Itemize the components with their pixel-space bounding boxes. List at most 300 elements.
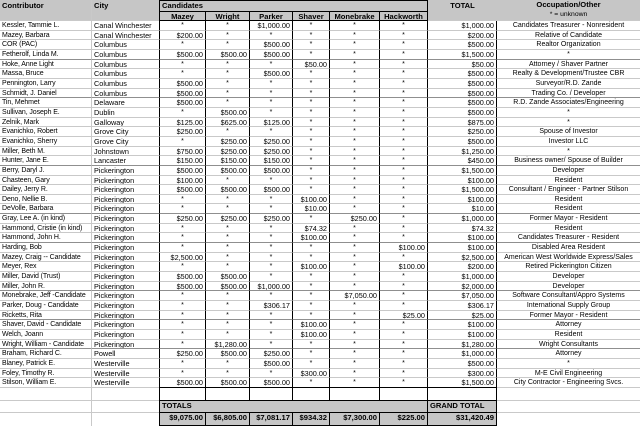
amount-cell[interactable]: * [380,89,428,99]
amount-cell[interactable]: * [206,176,250,186]
amount-cell[interactable]: * [250,291,293,301]
candidate-column-header[interactable]: Monebrake [330,11,380,21]
amount-cell[interactable]: * [380,214,428,224]
total-cell[interactable]: $100.00 [428,195,497,205]
contributor-cell[interactable]: Fetherolf, Linda M. [0,50,92,60]
occupation-cell[interactable]: Investor LLC [497,137,640,147]
total-cell[interactable]: $500.00 [428,108,497,118]
occupation-cell[interactable]: Business owner/ Spouse of Builder [497,156,640,166]
contributor-cell[interactable]: Tin, Mehmet [0,98,92,108]
amount-cell[interactable]: * [380,108,428,118]
contributor-cell[interactable]: Stilson, William E. [0,378,92,388]
amount-cell[interactable]: * [159,243,206,253]
grand-total-label[interactable]: GRAND TOTAL [428,401,497,414]
empty-cell[interactable] [428,388,497,401]
city-cell[interactable]: Columbus [92,50,159,60]
contributor-cell[interactable]: Evanichko, Sherry [0,137,92,147]
occupation-cell[interactable]: Resident [497,204,640,214]
contributor-cell[interactable]: Miller, John R. [0,282,92,292]
occupation-cell[interactable]: Resident [497,224,640,234]
amount-cell[interactable]: * [250,176,293,186]
column-total-cell[interactable]: $7,081.17 [250,413,293,426]
column-total-cell[interactable]: $225.00 [380,413,428,426]
amount-cell[interactable]: $100.00 [293,320,330,330]
amount-cell[interactable]: $750.00 [159,147,206,157]
amount-cell[interactable]: * [380,349,428,359]
total-cell[interactable]: $100.00 [428,176,497,186]
city-cell[interactable]: Pickerington [92,291,159,301]
amount-cell[interactable]: * [206,359,250,369]
amount-cell[interactable]: * [159,301,206,311]
amount-cell[interactable]: $500.00 [206,349,250,359]
amount-cell[interactable]: $150.00 [159,156,206,166]
occupation-cell[interactable]: Resident [497,195,640,205]
amount-cell[interactable]: $100.00 [293,330,330,340]
city-cell[interactable]: Pickerington [92,340,159,350]
total-cell[interactable]: $1,500.00 [428,185,497,195]
contributor-cell[interactable]: Shaver, David - Candidate [0,320,92,330]
amount-cell[interactable]: $500.00 [206,272,250,282]
amount-cell[interactable]: $250.00 [206,147,250,157]
total-cell[interactable]: $500.00 [428,137,497,147]
total-cell[interactable]: $100.00 [428,330,497,340]
city-cell[interactable]: Columbus [92,69,159,79]
city-cell[interactable]: Grove City [92,137,159,147]
amount-cell[interactable]: * [250,204,293,214]
occupation-cell[interactable]: Former Mayor - Resident [497,311,640,321]
contributor-cell[interactable]: Kessler, Tammie L. [0,21,92,31]
total-cell[interactable]: $25.00 [428,311,497,321]
amount-cell[interactable]: $500.00 [206,108,250,118]
city-cell[interactable]: Columbus [92,79,159,89]
amount-cell[interactable]: * [159,330,206,340]
contributor-cell[interactable]: Foley, Timothy R. [0,369,92,379]
amount-cell[interactable]: $7,050.00 [330,291,380,301]
amount-cell[interactable]: * [330,359,380,369]
occupation-cell[interactable]: Consultant / Engineer - Partner Stilson [497,185,640,195]
amount-cell[interactable]: * [159,21,206,31]
amount-cell[interactable]: * [159,224,206,234]
total-cell[interactable]: $100.00 [428,233,497,243]
amount-cell[interactable]: $50.00 [293,60,330,70]
amount-cell[interactable]: * [380,118,428,128]
amount-cell[interactable]: * [330,369,380,379]
total-header[interactable]: TOTAL [428,0,497,21]
amount-cell[interactable]: $500.00 [250,50,293,60]
city-cell[interactable]: Pickerington [92,224,159,234]
total-cell[interactable]: $1,000.00 [428,272,497,282]
amount-cell[interactable]: * [206,320,250,330]
amount-cell[interactable]: * [330,50,380,60]
contributor-cell[interactable]: Parker, Doug - Candidate [0,301,92,311]
amount-cell[interactable]: * [250,243,293,253]
amount-cell[interactable]: * [206,262,250,272]
amount-cell[interactable]: * [293,50,330,60]
amount-cell[interactable]: * [380,291,428,301]
amount-cell[interactable]: * [330,147,380,157]
amount-cell[interactable]: * [330,118,380,128]
amount-cell[interactable]: * [380,330,428,340]
amount-cell[interactable]: * [330,311,380,321]
occupation-cell[interactable]: M-E Civil Engineering [497,369,640,379]
contributor-cell[interactable]: Berry, Daryl J. [0,166,92,176]
amount-cell[interactable]: * [250,79,293,89]
contributor-cell[interactable]: Hunter, Jane E. [0,156,92,166]
amount-cell[interactable]: $250.00 [250,214,293,224]
amount-cell[interactable]: * [250,330,293,340]
city-cell[interactable]: Canal Winchester [92,31,159,41]
amount-cell[interactable]: $2,500.00 [159,253,206,263]
city-cell[interactable]: Westerville [92,378,159,388]
amount-cell[interactable]: * [159,137,206,147]
amount-cell[interactable]: * [330,224,380,234]
total-cell[interactable]: $1,000.00 [428,214,497,224]
amount-cell[interactable]: * [293,282,330,292]
amount-cell[interactable]: $100.00 [380,243,428,253]
contributor-cell[interactable]: Chasteen, Gary [0,176,92,186]
amount-cell[interactable]: * [380,185,428,195]
contributor-cell[interactable]: Wright, William - Candidate [0,340,92,350]
occupation-cell[interactable]: * [497,147,640,157]
amount-cell[interactable]: * [330,137,380,147]
amount-cell[interactable]: * [293,21,330,31]
amount-cell[interactable]: $250.00 [206,214,250,224]
occupation-cell[interactable]: Attorney [497,349,640,359]
total-cell[interactable]: $450.00 [428,156,497,166]
amount-cell[interactable]: $100.00 [159,176,206,186]
amount-cell[interactable]: * [250,340,293,350]
amount-cell[interactable]: * [330,60,380,70]
contributor-cell[interactable]: Harding, Bob [0,243,92,253]
contributor-cell[interactable]: Evanichko, Robert [0,127,92,137]
amount-cell[interactable]: * [330,282,380,292]
amount-cell[interactable]: * [380,369,428,379]
amount-cell[interactable]: * [380,31,428,41]
total-cell[interactable]: $500.00 [428,79,497,89]
amount-cell[interactable]: $500.00 [159,166,206,176]
amount-cell[interactable]: * [380,282,428,292]
amount-cell[interactable]: * [159,291,206,301]
empty-cell[interactable] [0,401,92,414]
amount-cell[interactable]: * [159,262,206,272]
amount-cell[interactable]: * [206,224,250,234]
total-cell[interactable]: $306.17 [428,301,497,311]
column-total-cell[interactable]: $9,075.00 [159,413,206,426]
city-cell[interactable]: Pickerington [92,272,159,282]
amount-cell[interactable]: * [380,378,428,388]
amount-cell[interactable]: * [159,69,206,79]
amount-cell[interactable]: * [293,108,330,118]
amount-cell[interactable]: * [330,69,380,79]
city-cell[interactable]: Powell [92,349,159,359]
city-cell[interactable]: Pickerington [92,301,159,311]
amount-cell[interactable]: * [159,340,206,350]
amount-cell[interactable]: $500.00 [159,185,206,195]
occupation-cell[interactable]: Wright Consultants [497,340,640,350]
amount-cell[interactable]: $500.00 [159,50,206,60]
amount-cell[interactable]: * [293,89,330,99]
empty-cell[interactable] [0,388,92,401]
amount-cell[interactable]: $500.00 [159,98,206,108]
amount-cell[interactable]: * [293,79,330,89]
empty-cell[interactable] [92,401,159,414]
total-cell[interactable]: $300.00 [428,369,497,379]
total-cell[interactable]: $10.00 [428,204,497,214]
occupation-cell[interactable]: Candidates Treasurer - Nonresident [497,21,640,31]
amount-cell[interactable]: * [330,349,380,359]
amount-cell[interactable]: * [380,320,428,330]
city-cell[interactable]: Pickerington [92,214,159,224]
contributor-cell[interactable]: Gray, Lee A. (in kind) [0,214,92,224]
contributor-cell[interactable]: Monebrake, Jeff -Candidate [0,291,92,301]
amount-cell[interactable]: * [330,330,380,340]
amount-cell[interactable]: * [380,233,428,243]
amount-cell[interactable]: * [250,369,293,379]
total-cell[interactable]: $1,500.00 [428,166,497,176]
amount-cell[interactable]: * [206,79,250,89]
amount-cell[interactable]: * [293,378,330,388]
amount-cell[interactable]: * [293,176,330,186]
amount-cell[interactable]: * [380,224,428,234]
amount-cell[interactable]: * [380,147,428,157]
amount-cell[interactable]: $500.00 [250,40,293,50]
occupation-cell[interactable]: City Contractor - Engineering Svcs. [497,378,640,388]
amount-cell[interactable]: $500.00 [250,166,293,176]
amount-cell[interactable]: $500.00 [206,282,250,292]
amount-cell[interactable]: * [250,60,293,70]
total-cell[interactable]: $1,000.00 [428,21,497,31]
amount-cell[interactable]: * [380,137,428,147]
total-cell[interactable]: $100.00 [428,243,497,253]
total-cell[interactable]: $1,250.00 [428,147,497,157]
occupation-cell[interactable]: * [497,359,640,369]
city-cell[interactable]: Pickerington [92,282,159,292]
occupation-cell[interactable]: * [497,118,640,128]
city-cell[interactable]: Pickerington [92,204,159,214]
amount-cell[interactable]: * [293,214,330,224]
amount-cell[interactable]: * [380,40,428,50]
city-cell[interactable]: Pickerington [92,311,159,321]
amount-cell[interactable]: $306.17 [250,301,293,311]
occupation-cell[interactable]: Retired Pickerington Citizen [497,262,640,272]
amount-cell[interactable]: * [206,253,250,263]
amount-cell[interactable]: $250.00 [250,137,293,147]
amount-cell[interactable]: * [293,243,330,253]
amount-cell[interactable]: $250.00 [330,214,380,224]
amount-cell[interactable]: * [293,253,330,263]
amount-cell[interactable]: * [293,311,330,321]
city-header[interactable]: City [92,0,159,21]
contributor-cell[interactable]: Schmidt, J. Daniel [0,89,92,99]
contributor-cell[interactable]: Braham, Richard C. [0,349,92,359]
amount-cell[interactable]: * [250,31,293,41]
contributor-cell[interactable]: Hammond, Cristie (in kind) [0,224,92,234]
contributor-cell[interactable]: Welch, Joann [0,330,92,340]
amount-cell[interactable]: * [206,40,250,50]
amount-cell[interactable]: * [293,40,330,50]
contributor-cell[interactable]: Pennington, Larry [0,79,92,89]
occupation-cell[interactable]: Relative of Candidate [497,31,640,41]
amount-cell[interactable]: * [293,349,330,359]
amount-cell[interactable]: $500.00 [159,89,206,99]
amount-cell[interactable]: * [159,359,206,369]
amount-cell[interactable]: $150.00 [250,156,293,166]
amount-cell[interactable]: * [330,156,380,166]
total-cell[interactable]: $200.00 [428,31,497,41]
candidates-header[interactable]: Candidates [159,0,428,11]
amount-cell[interactable]: $100.00 [293,195,330,205]
candidate-column-header[interactable]: Wright [206,11,250,21]
contributor-cell[interactable]: Dailey, Jerry R. [0,185,92,195]
amount-cell[interactable]: * [206,233,250,243]
amount-cell[interactable]: $200.00 [159,31,206,41]
city-cell[interactable]: Westerville [92,359,159,369]
amount-cell[interactable]: * [330,21,380,31]
contributor-cell[interactable]: Miller, David (Trust) [0,272,92,282]
amount-cell[interactable]: * [380,69,428,79]
total-cell[interactable]: $200.00 [428,262,497,272]
amount-cell[interactable]: * [380,127,428,137]
total-cell[interactable]: $250.00 [428,127,497,137]
amount-cell[interactable]: * [380,340,428,350]
amount-cell[interactable]: * [206,311,250,321]
grand-total-cell[interactable]: $31,420.49 [428,413,497,426]
amount-cell[interactable]: $250.00 [206,137,250,147]
city-cell[interactable]: Pickerington [92,195,159,205]
empty-cell[interactable] [0,413,92,426]
amount-cell[interactable]: * [380,60,428,70]
contributor-cell[interactable]: Blaney, Patrick E. [0,359,92,369]
city-cell[interactable]: Pickerington [92,185,159,195]
amount-cell[interactable]: * [206,98,250,108]
occupation-cell[interactable]: Trading Co. / Developer [497,89,640,99]
empty-cell[interactable] [497,388,640,401]
occupation-cell[interactable]: Software Consultant/Appro Systems [497,291,640,301]
empty-cell[interactable] [250,388,293,401]
amount-cell[interactable]: $125.00 [159,118,206,128]
city-cell[interactable]: Pickerington [92,330,159,340]
contributor-header[interactable]: Contributor [0,0,92,21]
contributor-cell[interactable]: DeVolle, Barbara [0,204,92,214]
city-cell[interactable]: Westerville [92,369,159,379]
city-cell[interactable]: Galloway [92,118,159,128]
amount-cell[interactable]: * [330,243,380,253]
amount-cell[interactable]: * [250,253,293,263]
amount-cell[interactable]: $500.00 [250,69,293,79]
occupation-cell[interactable]: * [497,50,640,60]
amount-cell[interactable]: * [330,204,380,214]
amount-cell[interactable]: $74.32 [293,224,330,234]
amount-cell[interactable]: * [293,291,330,301]
amount-cell[interactable]: * [206,369,250,379]
total-cell[interactable]: $500.00 [428,359,497,369]
city-cell[interactable]: Columbus [92,60,159,70]
amount-cell[interactable]: * [293,301,330,311]
occupation-cell[interactable]: Attorney [497,320,640,330]
column-total-cell[interactable]: $6,805.00 [206,413,250,426]
amount-cell[interactable]: $500.00 [250,185,293,195]
amount-cell[interactable]: * [330,40,380,50]
total-cell[interactable]: $100.00 [428,320,497,330]
total-cell[interactable]: $50.00 [428,60,497,70]
occupation-cell[interactable]: American West Worldwide Express/Sales [497,253,640,263]
amount-cell[interactable]: * [206,195,250,205]
occupation-cell[interactable]: Realtor Organization [497,40,640,50]
city-cell[interactable]: Columbus [92,89,159,99]
amount-cell[interactable]: $500.00 [206,166,250,176]
amount-cell[interactable]: * [206,301,250,311]
amount-cell[interactable]: * [293,185,330,195]
amount-cell[interactable]: * [293,69,330,79]
total-cell[interactable]: $74.32 [428,224,497,234]
total-cell[interactable]: $7,050.00 [428,291,497,301]
city-cell[interactable]: Columbus [92,40,159,50]
total-cell[interactable]: $1,000.00 [428,349,497,359]
city-cell[interactable]: Delaware [92,98,159,108]
amount-cell[interactable]: * [380,79,428,89]
amount-cell[interactable]: * [250,233,293,243]
contributor-cell[interactable]: Sullivan, Joseph E. [0,108,92,118]
amount-cell[interactable]: * [380,253,428,263]
amount-cell[interactable]: * [250,262,293,272]
occupation-header[interactable]: Occupation/Other [497,0,640,11]
amount-cell[interactable]: $10.00 [293,204,330,214]
amount-cell[interactable]: * [380,301,428,311]
amount-cell[interactable]: * [250,320,293,330]
amount-cell[interactable]: * [380,98,428,108]
contributor-cell[interactable]: Mazey, Craig -- Candidate [0,253,92,263]
amount-cell[interactable]: * [206,291,250,301]
column-total-cell[interactable]: $934.32 [293,413,330,426]
amount-cell[interactable]: * [330,79,380,89]
amount-cell[interactable]: * [250,311,293,321]
contributor-cell[interactable]: Ricketts, Rita [0,311,92,321]
amount-cell[interactable]: * [330,262,380,272]
amount-cell[interactable]: * [159,204,206,214]
amount-cell[interactable]: $100.00 [293,233,330,243]
amount-cell[interactable]: * [330,253,380,263]
occupation-cell[interactable]: * [497,108,640,118]
total-cell[interactable]: $500.00 [428,40,497,50]
occupation-cell[interactable]: Former Mayor - Resident [497,214,640,224]
total-cell[interactable]: $500.00 [428,69,497,79]
totals-label[interactable]: TOTALS [159,401,428,414]
amount-cell[interactable]: * [330,108,380,118]
amount-cell[interactable]: * [206,89,250,99]
amount-cell[interactable]: * [159,369,206,379]
amount-cell[interactable]: * [330,127,380,137]
amount-cell[interactable]: * [206,21,250,31]
total-cell[interactable]: $500.00 [428,89,497,99]
amount-cell[interactable]: $250.00 [250,349,293,359]
occupation-cell[interactable]: Resident [497,176,640,186]
city-cell[interactable]: Pickerington [92,243,159,253]
contributor-cell[interactable]: Hammond, John H. [0,233,92,243]
amount-cell[interactable]: $500.00 [250,359,293,369]
amount-cell[interactable]: * [206,31,250,41]
amount-cell[interactable]: * [330,272,380,282]
total-cell[interactable]: $500.00 [428,98,497,108]
occupation-cell[interactable]: International Supply Group [497,301,640,311]
city-cell[interactable]: Pickerington [92,262,159,272]
empty-cell[interactable] [206,388,250,401]
city-cell[interactable]: Canal Winchester [92,21,159,31]
amount-cell[interactable]: * [293,156,330,166]
empty-cell[interactable] [92,388,159,401]
amount-cell[interactable]: $500.00 [159,378,206,388]
amount-cell[interactable]: * [293,272,330,282]
amount-cell[interactable]: $1,280.00 [206,340,250,350]
